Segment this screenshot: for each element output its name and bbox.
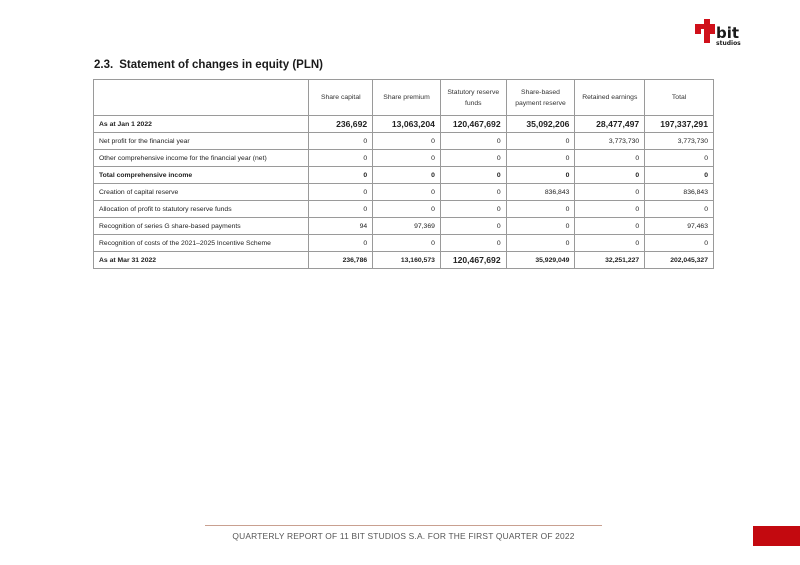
cell-value: 28,477,497 (575, 116, 645, 133)
cell-value: 0 (575, 150, 645, 167)
cell-value: 836,843 (506, 184, 575, 201)
cell-value: 0 (373, 150, 441, 167)
row-label: As at Jan 1 2022 (94, 116, 309, 133)
cell-value: 13,063,204 (373, 116, 441, 133)
table-row (94, 184, 714, 201)
page-footer: QUARTERLY REPORT OF 11 BIT STUDIOS S.A. FOR THE FIRST QUARTER OF 2022 (232, 531, 575, 541)
cell-value: 0 (506, 235, 575, 252)
row-label: As at Mar 31 2022 (94, 252, 309, 269)
row-label: Net profit for the financial year (94, 133, 309, 150)
cell-value: 0 (506, 150, 575, 167)
table-header-row (94, 80, 714, 116)
cell-value: 97,463 (645, 218, 714, 235)
cell-value: 0 (309, 150, 373, 167)
cell-value: 0 (645, 201, 714, 218)
cell-value: 202,045,327 (645, 252, 714, 269)
cell-value: 120,467,692 (440, 116, 506, 133)
cell-value: 94 (309, 218, 373, 235)
table-row (94, 116, 714, 133)
column-header: Total (645, 80, 714, 116)
cell-value: 32,251,227 (575, 252, 645, 269)
column-header: Retained earnings (575, 80, 645, 116)
header-blank (94, 80, 309, 116)
column-header: Statutory reserve funds (440, 80, 506, 116)
cell-value: 120,467,692 (440, 252, 506, 269)
table-row (94, 218, 714, 235)
row-label: Total comprehensive income (94, 167, 309, 184)
row-label: Other comprehensive income for the financial year (net) (94, 150, 309, 167)
table-row (94, 252, 714, 269)
column-header: Share premium (373, 80, 441, 116)
cell-value: 236,786 (309, 252, 373, 269)
cell-value: 197,337,291 (645, 116, 714, 133)
table-row (94, 167, 714, 184)
cell-value: 0 (440, 167, 506, 184)
cell-value: 0 (575, 184, 645, 201)
equity-table (93, 79, 714, 269)
column-header: Share-based payment reserve (506, 80, 575, 116)
cell-value: 0 (575, 201, 645, 218)
cell-value: 0 (373, 201, 441, 218)
cell-value: 0 (575, 167, 645, 184)
section-number: 2.3. (94, 59, 114, 71)
logo-icon (695, 18, 755, 48)
corner-accent (753, 526, 800, 546)
cell-value: 3,773,730 (575, 133, 645, 150)
cell-value: 0 (506, 133, 575, 150)
column-header: Share capital (309, 80, 373, 116)
table-row (94, 150, 714, 167)
row-label: Recognition of series G share-based payments (94, 218, 309, 235)
table-row (94, 235, 714, 252)
cell-value: 35,092,206 (506, 116, 575, 133)
company-logo (695, 18, 755, 48)
section-title: Statement of changes in equity (PLN) (119, 59, 324, 71)
cell-value: 0 (440, 218, 506, 235)
logo-subtext: studios (716, 40, 741, 47)
row-label: Recognition of costs of the 2021–2025 Incentive Scheme (94, 235, 309, 252)
row-label: Creation of capital reserve (94, 184, 309, 201)
cell-value: 0 (645, 235, 714, 252)
cell-value: 0 (575, 235, 645, 252)
cell-value: 0 (309, 235, 373, 252)
cell-value: 35,929,049 (506, 252, 575, 269)
cell-value: 3,773,730 (645, 133, 714, 150)
cell-value: 0 (309, 201, 373, 218)
cell-value: 97,369 (373, 218, 441, 235)
cell-value: 0 (645, 167, 714, 184)
row-label: Allocation of profit to statutory reserve funds (94, 201, 309, 218)
table-row (94, 133, 714, 150)
cell-value: 0 (373, 184, 441, 201)
cell-value: 0 (440, 150, 506, 167)
cell-value: 0 (440, 133, 506, 150)
cell-value: 0 (440, 235, 506, 252)
cell-value: 0 (506, 201, 575, 218)
cell-value: 0 (440, 184, 506, 201)
cell-value: 0 (373, 167, 441, 184)
cell-value: 13,160,573 (373, 252, 441, 269)
cell-value: 0 (506, 167, 575, 184)
cell-value: 236,692 (309, 116, 373, 133)
cell-value: 0 (373, 235, 441, 252)
cell-value: 0 (309, 184, 373, 201)
table-row (94, 201, 714, 218)
cell-value: 0 (373, 133, 441, 150)
cell-value: 0 (309, 167, 373, 184)
section-heading (94, 59, 323, 71)
cell-value: 0 (575, 218, 645, 235)
footer-divider (205, 525, 602, 526)
cell-value: 0 (309, 133, 373, 150)
logo-text: bit (716, 24, 740, 42)
cell-value: 0 (645, 150, 714, 167)
cell-value: 836,843 (645, 184, 714, 201)
cell-value: 0 (440, 201, 506, 218)
cell-value: 0 (506, 218, 575, 235)
